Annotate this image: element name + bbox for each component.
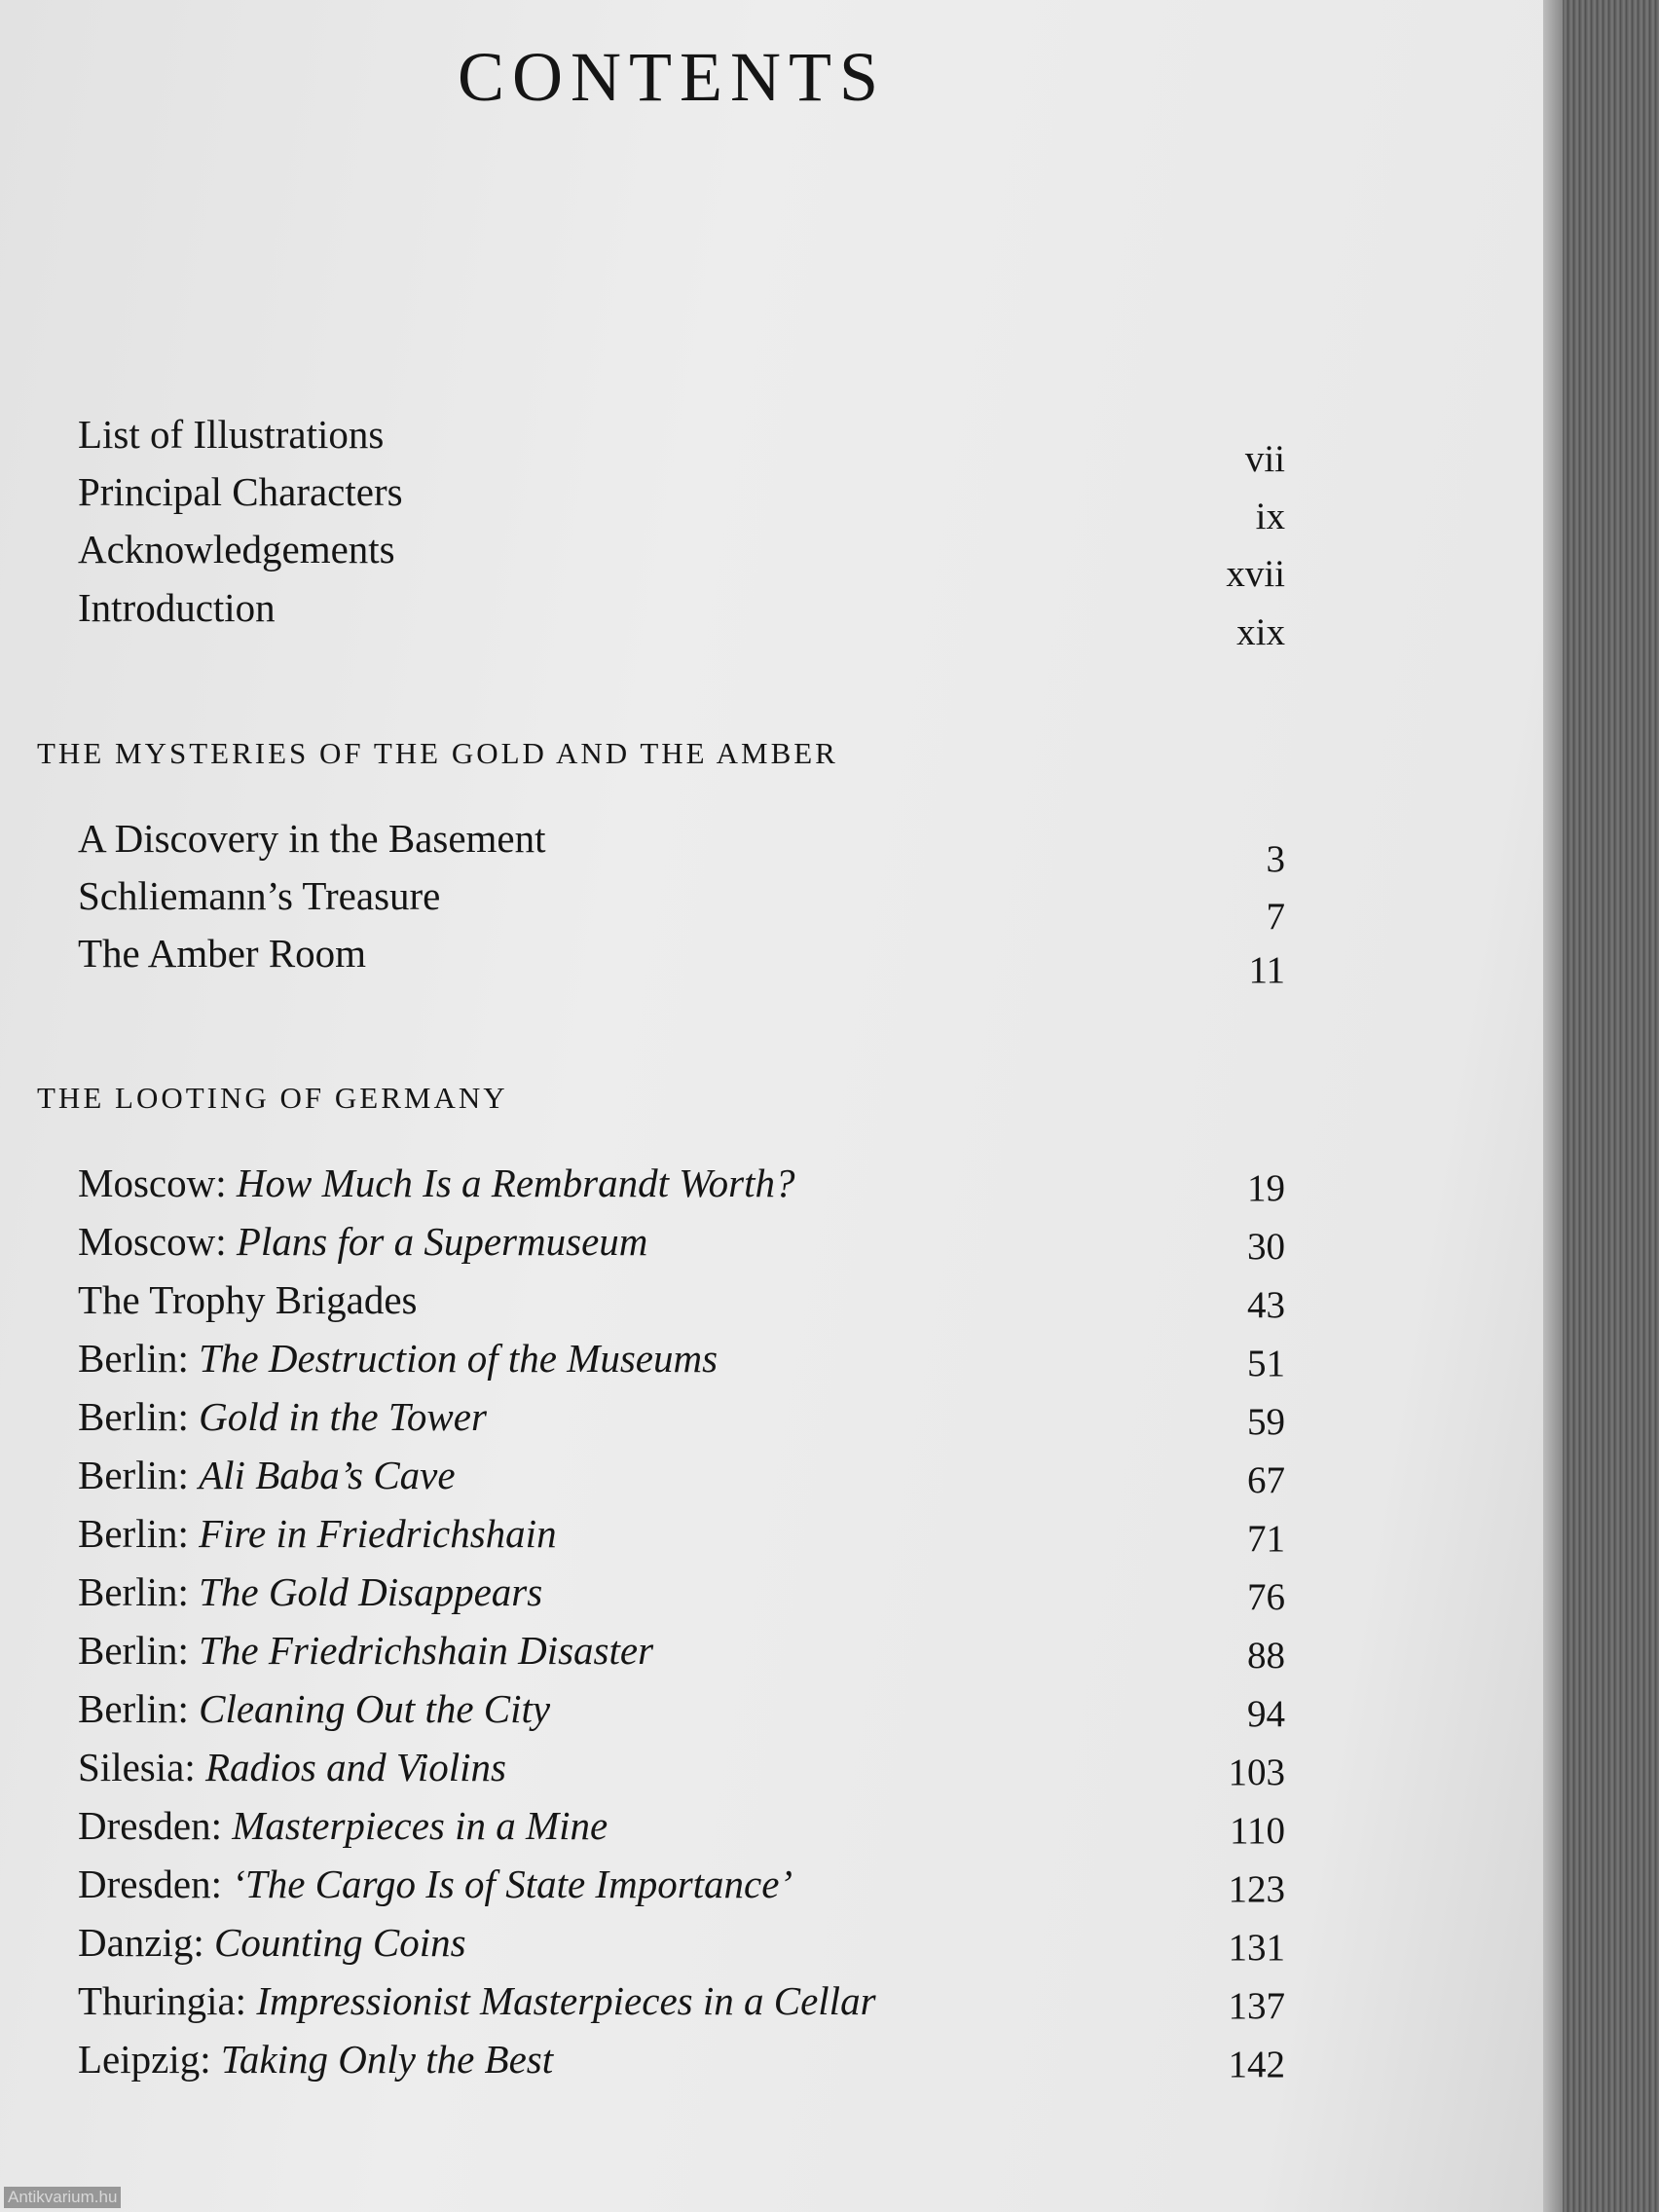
toc-entry: [78, 868, 1285, 938]
toc-entry-page: 76: [1247, 1576, 1285, 1618]
toc-entry-page: 7: [1266, 896, 1285, 938]
toc-entry: [78, 1973, 1285, 2028]
toc-entry-subtitle: Ali Baba’s Cave: [199, 1453, 456, 1497]
toc-entry-label: Introduction: [78, 585, 276, 630]
toc-entry-page: 11: [1248, 949, 1285, 991]
toc-entry-page: xvii: [1226, 553, 1285, 595]
toc-entry: [78, 1448, 1285, 1502]
toc-entry-page: xix: [1236, 611, 1285, 653]
toc-entry: [78, 580, 1285, 653]
toc-entry: [78, 811, 1285, 880]
toc-entry-page: 137: [1228, 1985, 1285, 2027]
toc-entry: [78, 1156, 1285, 1210]
toc-entry-label: Berlin:: [78, 1394, 200, 1439]
toc-entry-subtitle: Impressionist Masterpieces in a Cellar: [256, 1978, 876, 2023]
toc-entry-subtitle: Taking Only the Best: [220, 2037, 554, 2082]
toc-entry-label: Acknowledgements: [78, 527, 395, 571]
toc-entry-subtitle: ‘The Cargo Is of State Importance’: [232, 1862, 793, 1906]
toc-entry-label: Dresden:: [78, 1862, 233, 1906]
toc-entry-label: Moscow:: [78, 1161, 237, 1205]
toc-entry-page: 3: [1266, 838, 1285, 880]
toc-entry-subtitle: The Gold Disappears: [199, 1569, 543, 1614]
toc-entry-subtitle: Fire in Friedrichshain: [199, 1511, 557, 1556]
toc-entry: [78, 1798, 1285, 1853]
toc-entry-label: Dresden:: [78, 1803, 233, 1848]
toc-entry: [78, 1740, 1285, 1794]
toc-entry-subtitle: How Much Is a Rembrandt Worth?: [236, 1161, 795, 1205]
book-page-stack: [1563, 0, 1659, 2212]
toc-entry-label: Silesia:: [78, 1745, 205, 1789]
toc-entry: [78, 1389, 1285, 1444]
toc-entry: [78, 926, 1285, 991]
toc-entry-label: Berlin:: [78, 1453, 200, 1497]
toc-entry-label: A Discovery in the Basement: [78, 816, 546, 861]
toc-entry: [78, 1331, 1285, 1385]
section-heading: THE MYSTERIES OF THE GOLD AND THE AMBER: [37, 736, 838, 770]
toc-entry-label: The Trophy Brigades: [78, 1277, 418, 1322]
toc-entry-label: The Amber Room: [78, 931, 367, 976]
toc-entry-subtitle: The Destruction of the Museums: [199, 1336, 719, 1381]
toc-entry: [78, 2032, 1285, 2086]
toc-entry: [78, 522, 1285, 595]
toc-entry-label: Berlin:: [78, 1336, 200, 1381]
toc-entry: [78, 1272, 1285, 1327]
toc-entry: [78, 1681, 1285, 1736]
toc-entry-label: Berlin:: [78, 1628, 200, 1673]
toc-entry-page: 43: [1247, 1284, 1285, 1326]
toc-entry-label: List of Illustrations: [78, 412, 385, 457]
toc-entry-page: 94: [1247, 1693, 1285, 1735]
toc-entry-label: Principal Characters: [78, 469, 403, 514]
toc-entry: [78, 1506, 1285, 1561]
toc-entry-label: Berlin:: [78, 1569, 200, 1614]
toc-entry-subtitle: Plans for a Supermuseum: [236, 1219, 648, 1264]
toc-entry-page: 71: [1247, 1518, 1285, 1560]
toc-entry-page: 59: [1247, 1401, 1285, 1443]
toc-entry: [78, 1565, 1285, 1619]
toc-entry-page: vii: [1244, 438, 1285, 480]
toc-entry-subtitle: Masterpieces in a Mine: [232, 1803, 608, 1848]
toc-entry-subtitle: Gold in the Tower: [199, 1394, 487, 1439]
toc-entry-page: 30: [1247, 1226, 1285, 1268]
toc-entry-page: 67: [1247, 1459, 1285, 1501]
toc-entry-subtitle: Radios and Violins: [204, 1745, 506, 1789]
toc-entry: [78, 1623, 1285, 1677]
toc-entry-page: 110: [1229, 1810, 1285, 1852]
toc-entry-label: Danzig:: [78, 1920, 215, 1965]
toc-entry-subtitle: Counting Coins: [214, 1920, 466, 1965]
toc-entry-page: 103: [1228, 1751, 1285, 1793]
page-title: CONTENTS: [458, 38, 886, 116]
toc-entry-page: ix: [1255, 496, 1285, 537]
toc-entry-subtitle: Cleaning Out the City: [199, 1686, 551, 1731]
toc-entry: [78, 1214, 1285, 1269]
toc-entry-page: 88: [1247, 1635, 1285, 1677]
toc-entry-page: 51: [1247, 1343, 1285, 1384]
toc-entry-label: Berlin:: [78, 1686, 200, 1731]
toc-entry: [78, 1915, 1285, 1970]
toc-entry-label: Berlin:: [78, 1511, 200, 1556]
toc-entry-subtitle: The Friedrichshain Disaster: [199, 1628, 654, 1673]
toc-entry-label: Moscow:: [78, 1219, 237, 1264]
toc-entry-label: Leipzig:: [78, 2037, 221, 2082]
toc-entry: [78, 407, 1285, 480]
page-edge: [1543, 0, 1563, 2212]
toc-entry-label: Schliemann’s Treasure: [78, 873, 441, 918]
watermark: Antikvarium.hu: [4, 2187, 121, 2208]
toc-entry-label: Thuringia:: [78, 1978, 257, 2023]
toc-entry-page: 19: [1247, 1167, 1285, 1209]
toc-entry-page: 142: [1228, 2044, 1285, 2085]
toc-entry: [78, 1857, 1285, 1911]
toc-entry: [78, 464, 1285, 537]
section-heading: THE LOOTING OF GERMANY: [37, 1081, 508, 1115]
toc-entry-page: 131: [1228, 1927, 1285, 1969]
toc-entry-page: 123: [1228, 1868, 1285, 1910]
